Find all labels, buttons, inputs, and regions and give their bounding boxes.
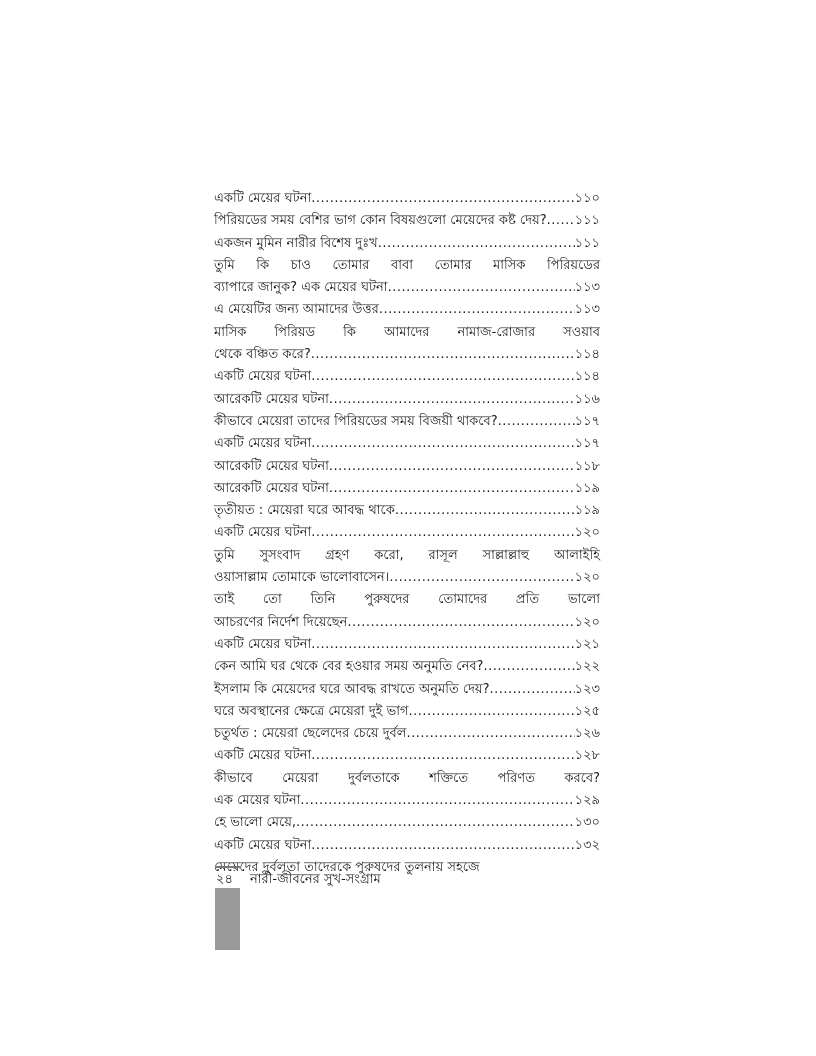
dot-leader bbox=[329, 478, 575, 500]
dot-leader bbox=[311, 522, 574, 544]
toc-page-number: ১১৭ bbox=[574, 436, 600, 452]
toc-entry-title: মাসিক পিরিয়ড কি আমাদের নামাজ-রোজার সওয়াব bbox=[214, 324, 600, 340]
toc-page-number: ১১০ bbox=[574, 191, 600, 206]
toc-page-number: ১২৫ bbox=[574, 703, 600, 719]
dot-leader bbox=[347, 612, 574, 634]
toc-entry-title: মেয়েদের দুর্বলতা তাদেরকে পুরুষদের তুলনায় সহজে bbox=[214, 859, 480, 875]
dot-leader bbox=[311, 634, 574, 656]
dot-leader bbox=[490, 679, 575, 701]
toc-entry-title: থেকে বঞ্চিত করে? bbox=[214, 347, 311, 363]
dot-leader bbox=[389, 567, 574, 589]
toc-entry-title: একটি মেয়ের ঘটনা bbox=[214, 525, 312, 541]
toc-page-number: ১১৪ bbox=[574, 369, 600, 385]
toc-page-number: ১২৯ bbox=[574, 793, 600, 809]
dot-leader bbox=[311, 433, 574, 455]
toc-page-number: ১১৬ bbox=[574, 391, 600, 407]
toc-page-number: ১১৯ bbox=[574, 503, 600, 519]
toc-entry-title: ওয়াসাল্লাম তোমাকে ভালোবাসেন। bbox=[214, 570, 390, 586]
toc-entry bbox=[214, 433, 600, 455]
dot-leader bbox=[388, 277, 575, 299]
dot-leader bbox=[311, 835, 574, 857]
toc-page-number: ১২৮ bbox=[574, 748, 600, 764]
toc-entry bbox=[214, 500, 600, 522]
toc-entry-title: তাই তো তিনি পুরুষদের তোমাদের প্রতি ভালো bbox=[214, 592, 600, 608]
toc-entry-row bbox=[214, 500, 600, 522]
toc-entry-row bbox=[214, 812, 600, 834]
dot-leader bbox=[379, 299, 575, 321]
toc-page-number: ১৩২ bbox=[574, 837, 600, 853]
toc-entry bbox=[214, 188, 600, 210]
toc-entry-title: একটি মেয়ের ঘটনা bbox=[214, 436, 312, 452]
toc-entry-title: একটি মেয়ের ঘটনা bbox=[214, 837, 312, 853]
toc-entry bbox=[214, 389, 600, 411]
toc-page-number: ১১৪ bbox=[574, 347, 600, 363]
toc-entry-row bbox=[214, 656, 600, 678]
dot-leader bbox=[296, 812, 575, 834]
toc-entry bbox=[214, 589, 600, 634]
toc-page-number: ১১১ bbox=[574, 235, 600, 251]
toc-page-number: ১২১ bbox=[574, 636, 600, 652]
toc-entry-row bbox=[214, 567, 600, 589]
toc-page-number: ১২৩ bbox=[574, 681, 600, 697]
toc-entry-row bbox=[214, 745, 600, 767]
toc-entry-row bbox=[214, 433, 600, 455]
toc-page-number: ১১১ bbox=[574, 213, 600, 229]
dot-leader bbox=[329, 456, 575, 478]
toc-page-number: ১২৬ bbox=[574, 726, 600, 742]
toc-entry-title: কেন আমি ঘর থেকে বের হওয়ার সময় অনুমতি নেব? bbox=[214, 659, 484, 675]
toc-entry bbox=[214, 478, 600, 500]
toc-entry bbox=[214, 545, 600, 590]
toc-entry-row bbox=[214, 456, 600, 478]
toc-entry-title: একটি মেয়ের ঘটনা bbox=[214, 369, 312, 385]
toc-entry-title: ব্যাপারে জানুক? এক মেয়ের ঘটনা bbox=[214, 280, 388, 296]
toc-entry-title: আরেকটি মেয়ের ঘটনা bbox=[214, 458, 329, 474]
toc-entry bbox=[214, 210, 600, 232]
toc-page-number: ১১৩ bbox=[574, 302, 600, 318]
dot-leader bbox=[547, 210, 575, 232]
toc-entry-title: কীভাবে মেয়েরা তাদের পিরিয়ডের সময় বিজয়ী থাকবে? bbox=[214, 413, 498, 429]
toc-page-number: ১১৩ bbox=[574, 280, 600, 296]
toc-entry-title: পিরিয়ডের সময় বেশির ভাগ কোন বিষয়গুলো মেয়েদের কষ্ট দেয়? bbox=[214, 213, 547, 229]
toc-entry-row bbox=[214, 389, 600, 411]
toc-page-number: ১৩০ bbox=[574, 815, 600, 831]
toc-entry-row bbox=[214, 344, 600, 366]
dot-leader bbox=[498, 411, 575, 433]
toc-entry-title: এক মেয়ের ঘটনা bbox=[214, 793, 301, 809]
toc-entry-row bbox=[214, 835, 600, 857]
dot-leader bbox=[329, 389, 575, 411]
toc-entry bbox=[214, 656, 600, 678]
toc-page-number: ১১৭ bbox=[574, 413, 600, 429]
page-footer bbox=[215, 866, 515, 888]
toc-entry-title: এ মেয়েটির জন্য আমাদের উত্তর bbox=[214, 302, 379, 318]
toc-entry-row bbox=[214, 634, 600, 656]
toc-entry bbox=[214, 456, 600, 478]
toc-entry-row bbox=[214, 723, 600, 745]
toc-entry-title: একটি মেয়ের ঘটনা bbox=[214, 748, 312, 764]
dot-leader bbox=[311, 366, 574, 388]
dot-leader bbox=[483, 656, 574, 678]
toc-entry-row bbox=[214, 210, 600, 232]
toc-entry-title: আচরণের নির্দেশ দিয়েছেন bbox=[214, 614, 348, 630]
dot-leader bbox=[300, 790, 574, 812]
toc-page-number: ১২০ bbox=[574, 570, 600, 586]
toc-entry bbox=[214, 322, 600, 367]
toc-page-number: ১১৯ bbox=[574, 480, 600, 496]
toc-entry bbox=[214, 233, 600, 255]
dot-leader bbox=[311, 344, 575, 366]
toc-entry-title: আরেকটি মেয়ের ঘটনা bbox=[214, 480, 329, 496]
dot-leader bbox=[406, 723, 574, 745]
toc-entry-row bbox=[214, 790, 600, 812]
dot-leader bbox=[409, 701, 575, 723]
toc-entry-row bbox=[214, 612, 600, 634]
toc-entry-row bbox=[214, 522, 600, 544]
toc-page-number: ১১৮ bbox=[574, 458, 600, 474]
toc-entry bbox=[214, 299, 600, 321]
toc-entry-title: তুমি কি চাও তোমার বাবা তোমার মাসিক পিরিয়ডের bbox=[214, 257, 600, 273]
toc-entry-title: ঘরে অবস্থানের ক্ষেত্রে মেয়েরা দুই ভাগ bbox=[214, 703, 409, 719]
toc-entry bbox=[214, 634, 600, 656]
footer-page-number: ২৪ bbox=[216, 872, 233, 887]
toc-entry bbox=[214, 745, 600, 767]
toc-page-number: ১২২ bbox=[574, 659, 600, 675]
toc-entry-row bbox=[214, 411, 600, 433]
toc-entry bbox=[214, 812, 600, 834]
dot-leader bbox=[378, 233, 575, 255]
toc-entry-title: তুমি সুসংবাদ গ্রহণ করো, রাসূল সাল্লাল্লাহু আলাইহি bbox=[214, 547, 600, 563]
toc-entry bbox=[214, 701, 600, 723]
toc-entry bbox=[214, 723, 600, 745]
toc-entry-row bbox=[214, 233, 600, 255]
toc-entry bbox=[214, 411, 600, 433]
toc-entry-title: তৃতীয়ত : মেয়েরা ঘরে আবদ্ধ থাকে bbox=[214, 503, 395, 519]
toc-entry bbox=[214, 768, 600, 813]
toc-entry-title: আরেকটি মেয়ের ঘটনা bbox=[214, 391, 329, 407]
dot-leader bbox=[311, 745, 574, 767]
toc-entry bbox=[214, 835, 600, 857]
toc-entry-row bbox=[214, 366, 600, 388]
toc-entry-row bbox=[214, 277, 600, 299]
decorative-side-bar bbox=[215, 888, 240, 950]
toc-entry bbox=[214, 679, 600, 701]
dot-leader bbox=[395, 500, 575, 522]
toc-page-number: ১২০ bbox=[574, 614, 600, 630]
toc-entry-title: একটি মেয়ের ঘটনা bbox=[214, 636, 312, 652]
toc-entry-row bbox=[214, 299, 600, 321]
table-of-contents bbox=[214, 188, 600, 879]
footer-book-title: নারী-জীবনের সুখ-সংগ্রাম bbox=[250, 872, 381, 887]
toc-entry-title: কীভাবে মেয়েরা দুর্বলতাকে শক্তিতে পরিণত করবে? bbox=[214, 770, 600, 786]
toc-entry-title: চতুর্থত : মেয়েরা ছেলেদের চেয়ে দুর্বল bbox=[214, 726, 407, 742]
toc-entry-row bbox=[214, 701, 600, 723]
toc-entry-row bbox=[214, 679, 600, 701]
toc-entry-title: একজন মুমিন নারীর বিশেষ দুঃখ bbox=[214, 235, 378, 251]
toc-entry bbox=[214, 255, 600, 300]
toc-entry bbox=[214, 522, 600, 544]
toc-entry-row bbox=[214, 188, 600, 210]
toc-entry-title: হে ভালো মেয়ে, bbox=[214, 815, 297, 831]
toc-entry-title: ইসলাম কি মেয়েদের ঘরে আবদ্ধ রাখতে অনুমতি দেয়? bbox=[214, 681, 490, 697]
toc-entry-row bbox=[214, 478, 600, 500]
toc-page-number: ১২০ bbox=[574, 525, 600, 541]
toc-entry-title: একটি মেয়ের ঘটনা bbox=[214, 191, 312, 206]
toc-entry bbox=[214, 366, 600, 388]
dot-leader bbox=[311, 188, 574, 210]
